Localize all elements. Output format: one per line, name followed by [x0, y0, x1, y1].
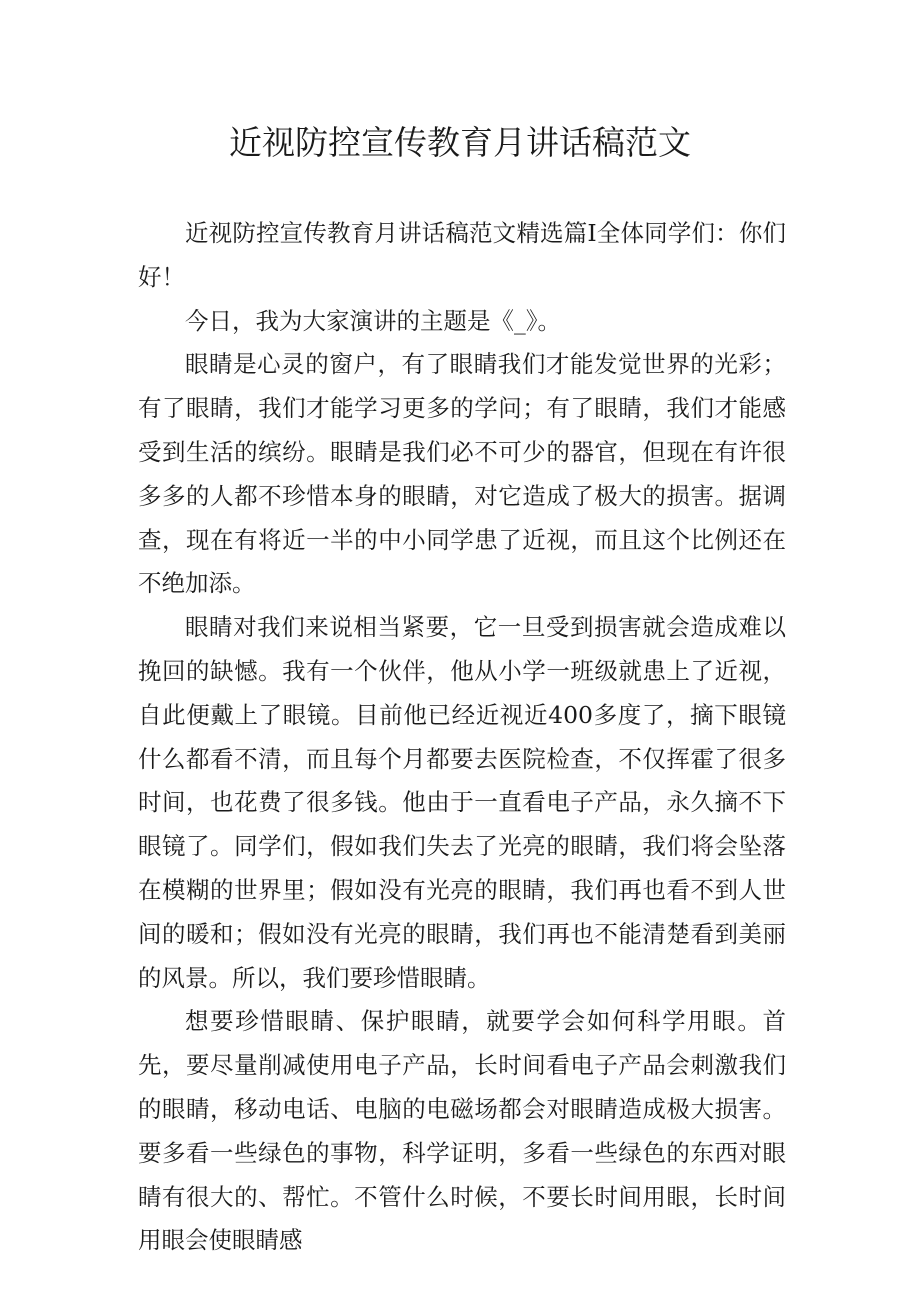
paragraph-topic: 今日，我为大家演讲的主题是《_》。 — [185, 306, 561, 335]
paragraph-eyes-importance: 眼睛是心灵的窗户，有了眼睛我们才能发觉世界的光彩；有了眼睛，我们才能学习更多的学问；有了眼睛，我们才能感受到生活的缤纷。眼睛是我们必不可少的器官，但现在有许很多多的人都不珍惜本身的眼睛，对它造成了极大的损害。据调查，现在有将近一半的中小同学患了近视，而且这个比例还在不绝加添。 — [138, 350, 786, 598]
document-body — [138, 212, 786, 1263]
paragraph-eye-care-tips: 想要珍惜眼睛、保护眼睛，就要学会如何科学用眼。首先，要尽量削减使用电子产品，长时间看电子产品会刺激我们的眼睛，移动电话、电脑的电磁场都会对眼睛造成极大损害。要多看一些绿色的事物，科学证明，多看一些绿色的东西对眼睛有很大的、帮忙。不管什么时候，不要长时间用眼，长时间用眼会使眼睛感 — [138, 1007, 786, 1255]
document-title: 近视防控宣传教育月讲话稿范文 — [229, 123, 691, 162]
paragraph-friend-story: 眼睛对我们来说相当紧要，它一旦受到损害就会造成难以挽回的缺憾。我有一个伙伴，他从小学一班级就患上了近视，自此便戴上了眼镜。目前他已经近视近400多度了，摘下眼镜什么都看不清，而且每个月都要去医院检查，不仅挥霍了很多时间，也花费了很多钱。他由于一直看电子产品，永久摘不下眼镜了。同学们，假如我们失去了光亮的眼睛，我们将会坠落在模糊的世界里；假如没有光亮的眼睛，我们再也看不到人世间的暖和；假如没有光亮的眼睛，我们再也不能清楚看到美丽的风景。所以，我们要珍惜眼睛。 — [138, 613, 786, 992]
paragraph-greeting: 近视防控宣传教育月讲话稿范文精选篇Ⅰ全体同学们：你们好！ — [138, 219, 786, 291]
